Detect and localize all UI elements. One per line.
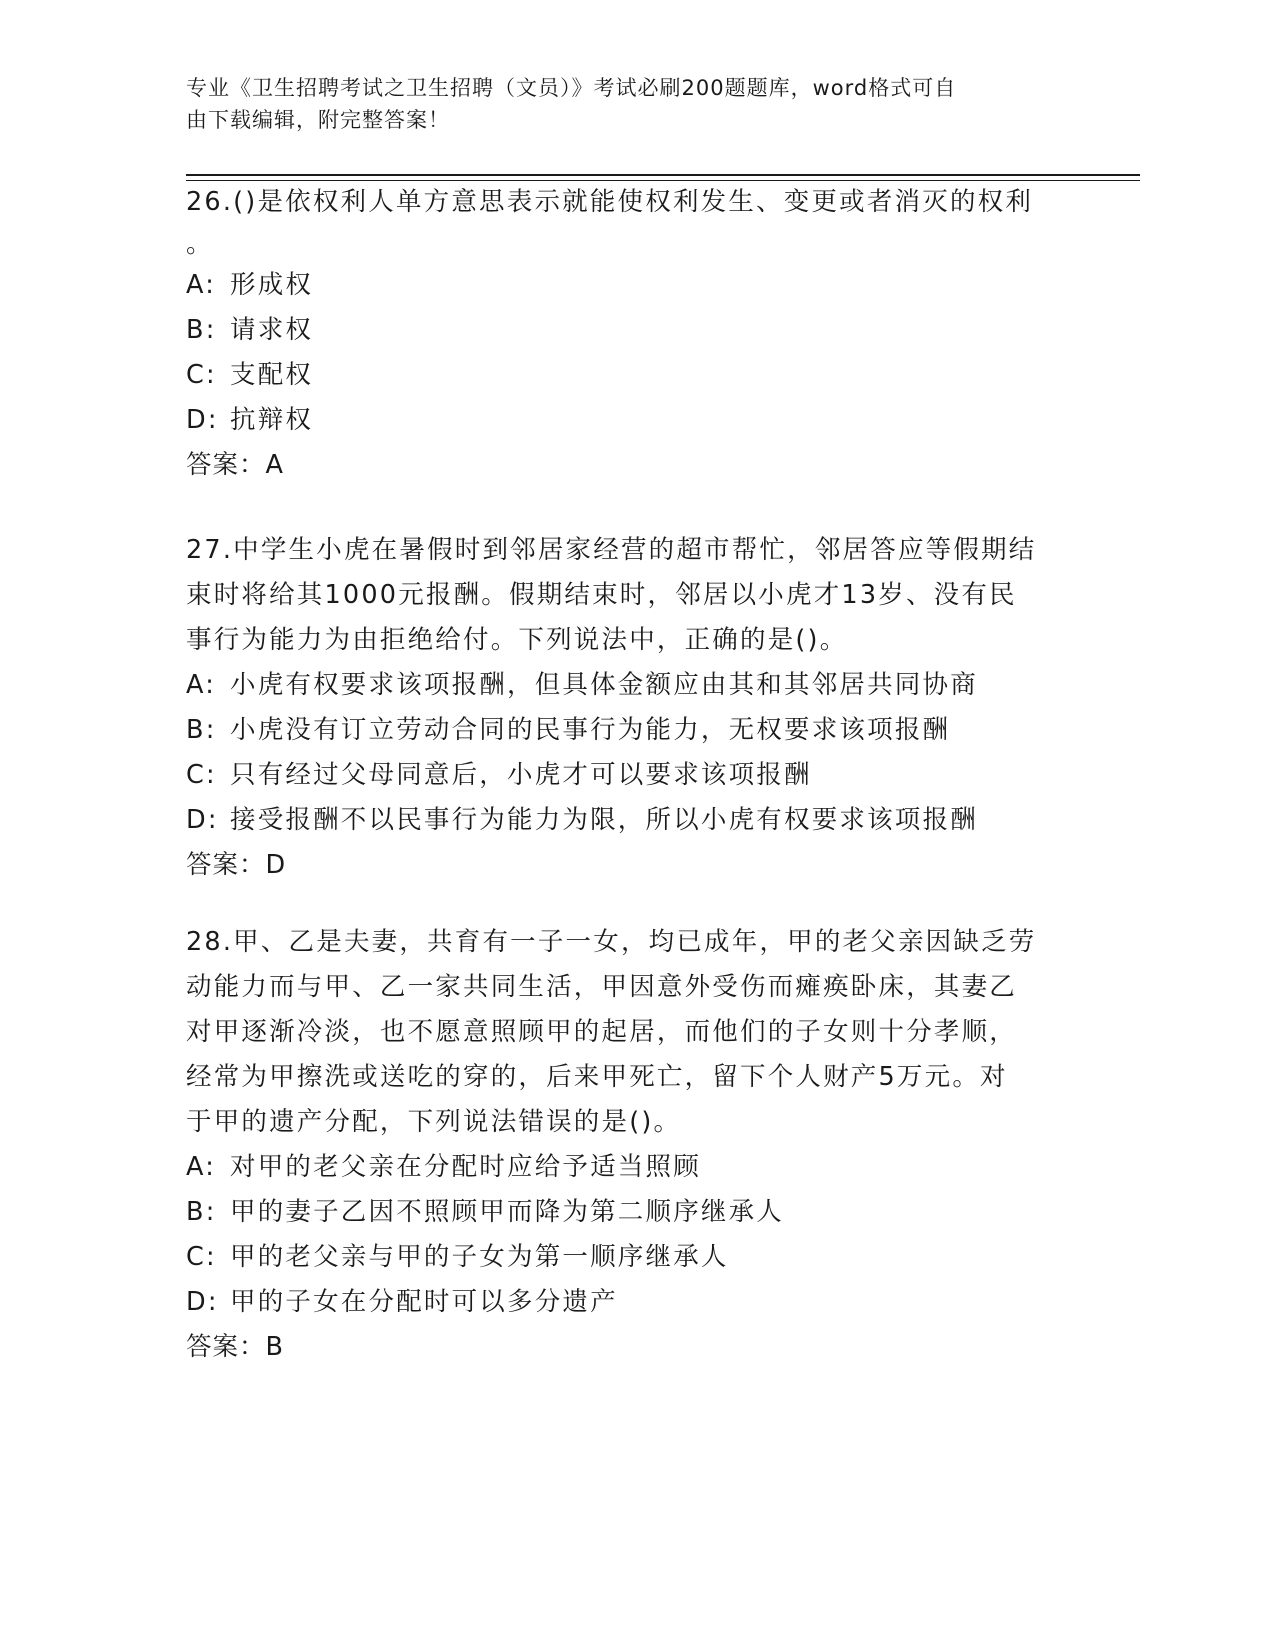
question-26 (186, 180, 1106, 488)
stem-line: 束时将给其1000元报酬。假期结束时，邻居以小虎才13岁、没有民 (186, 580, 1017, 610)
option-key: B: (186, 315, 217, 345)
option-d (186, 1280, 1106, 1325)
option-b (186, 708, 1106, 753)
option-text: 请求权 (230, 315, 314, 345)
question-stem (186, 920, 1106, 1145)
option-text: 只有经过父母同意后，小虎才可以要求该项报酬 (230, 760, 812, 790)
option-text: 甲的老父亲与甲的子女为第一顺序继承人 (230, 1242, 729, 1272)
answer-line: 答案：B (186, 1332, 284, 1362)
option-key: B: (186, 1197, 217, 1227)
option-text: 对甲的老父亲在分配时应给予适当照顾 (230, 1152, 701, 1182)
option-text: 支配权 (230, 360, 314, 390)
option-key: C: (186, 360, 217, 390)
question-stem (186, 528, 1106, 663)
stem-line: 28.甲、乙是夫妻，共育有一子一女，均已成年，甲的老父亲因缺乏劳 (186, 927, 1037, 957)
option-c (186, 753, 1106, 798)
header-divider-thick (186, 174, 1140, 176)
option-b (186, 1190, 1106, 1235)
option-key: D: (186, 405, 219, 435)
stem-line: 27.中学生小虎在暑假时到邻居家经营的超市帮忙，邻居答应等假期结 (186, 535, 1037, 565)
stem-line: 事行为能力为由拒绝给付。下列说法中，正确的是()。 (186, 625, 848, 655)
option-a (186, 1145, 1106, 1190)
option-key: D: (186, 1287, 219, 1317)
option-text: 小虎有权要求该项报酬，但具体金额应由其和其邻居共同协商 (230, 670, 978, 700)
question-27 (186, 528, 1106, 888)
answer-line: 答案：A (186, 450, 284, 480)
stem-line: 26.()是依权利人单方意思表示就能使权利发生、变更或者消灭的权利 (186, 187, 1034, 217)
stem-line: 于甲的遗产分配，下列说法错误的是()。 (186, 1107, 682, 1137)
stem-line: 经常为甲擦洗或送吃的穿的，后来甲死亡，留下个人财产5万元。对 (186, 1062, 1008, 1092)
option-text: 小虎没有订立劳动合同的民事行为能力，无权要求该项报酬 (230, 715, 951, 745)
option-key: A: (186, 670, 216, 700)
option-key: B: (186, 715, 217, 745)
option-b (186, 308, 1106, 353)
option-text: 接受报酬不以民事行为能力为限，所以小虎有权要求该项报酬 (230, 805, 978, 835)
question-stem (186, 180, 1106, 263)
option-key: C: (186, 760, 217, 790)
stem-line: 。 (186, 229, 214, 259)
option-text: 抗辩权 (230, 405, 314, 435)
document-header (186, 72, 1066, 136)
header-line-2: 由下载编辑，附完整答案！ (186, 108, 450, 132)
option-text: 甲的妻子乙因不照顾甲而降为第二顺序继承人 (230, 1197, 785, 1227)
option-a (186, 663, 1106, 708)
option-key: C: (186, 1242, 217, 1272)
header-line-1: 专业《卫生招聘考试之卫生招聘（文员）》考试必刷200题题库，word格式可自 (186, 76, 957, 100)
option-d (186, 398, 1106, 443)
option-key: D: (186, 805, 219, 835)
answer-line: 答案：D (186, 850, 287, 880)
stem-line: 对甲逐渐冷淡，也不愿意照顾甲的起居，而他们的子女则十分孝顺， (186, 1017, 1018, 1047)
option-c (186, 353, 1106, 398)
option-a (186, 263, 1106, 308)
option-text: 甲的子女在分配时可以多分遗产 (230, 1287, 618, 1317)
option-key: A: (186, 270, 216, 300)
option-c (186, 1235, 1106, 1280)
option-d (186, 798, 1106, 843)
stem-line: 动能力而与甲、乙一家共同生活，甲因意外受伤而瘫痪卧床，其妻乙 (186, 972, 1018, 1002)
option-key: A: (186, 1152, 216, 1182)
question-28 (186, 920, 1106, 1370)
option-text: 形成权 (230, 270, 314, 300)
